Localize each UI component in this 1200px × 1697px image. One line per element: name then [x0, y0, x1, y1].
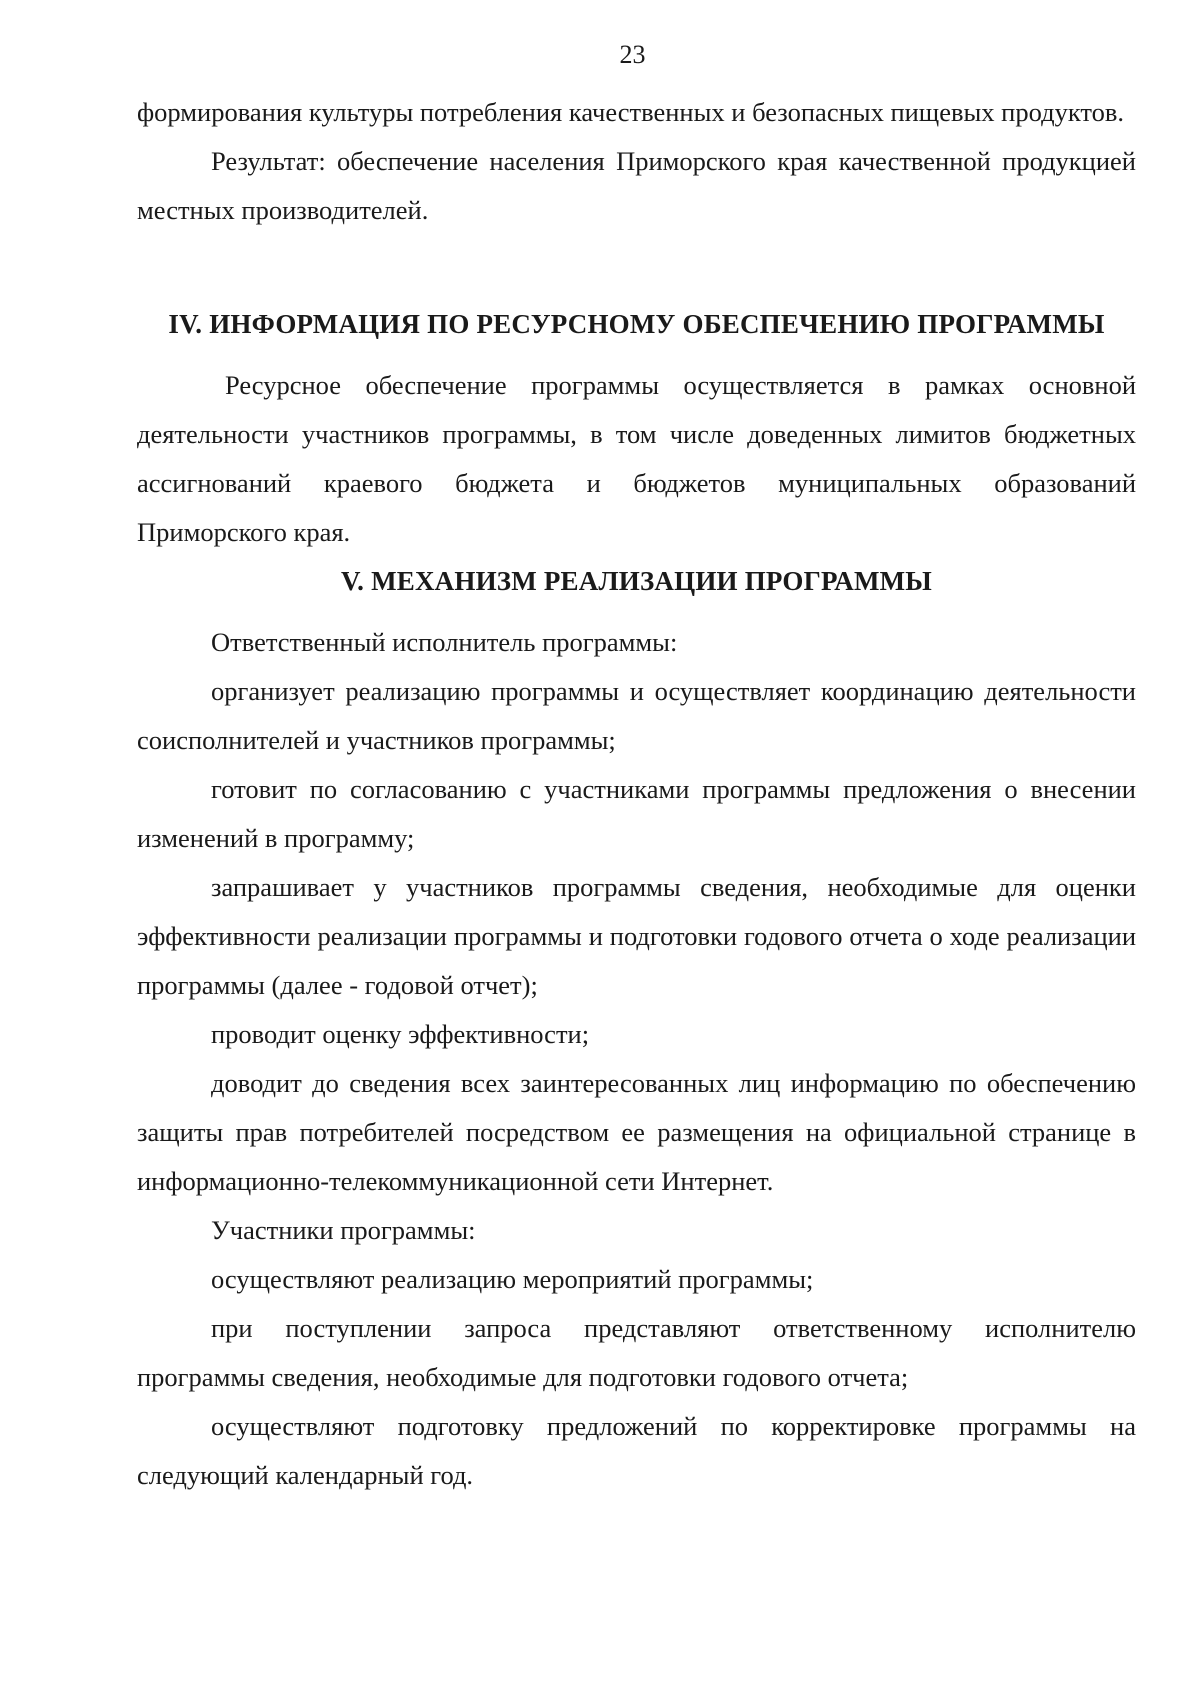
section-5-paragraph-9: при поступлении запроса представляют ответственному исполнителю программы сведения, необходимые для подготовки годового отчета;	[137, 1313, 1136, 1392]
section-5-paragraph-10: осуществляют подготовку предложений по корректировке программы на следующий календарный год.	[137, 1411, 1136, 1490]
section-5-paragraph-3: готовит по согласованию с участниками программы предложения о внесении изменений в программу;	[137, 774, 1136, 853]
section-5-paragraph-1: Ответственный исполнитель программы:	[211, 627, 678, 657]
page-number: 23	[619, 40, 646, 69]
section-5-heading: V. МЕХАНИЗМ РЕАЛИЗАЦИИ ПРОГРАММЫ	[340, 566, 933, 596]
section-5-paragraph-8: осуществляют реализацию мероприятий программы;	[211, 1264, 814, 1294]
section-5-paragraph-6: доводит до сведения всех заинтересованных лиц информацию по обеспечению защиты прав потребителей посредством ее размещения на официальной странице в информационно-телекоммуникационной сети Интернет.	[137, 1068, 1136, 1196]
intro-paragraph-1: формирования культуры потребления качественных и безопасных пищевых продуктов.	[137, 97, 1124, 127]
section-5	[137, 557, 1136, 1500]
section-5-paragraph-4: запрашивает у участников программы сведения, необходимые для оценки эффективности реализации программы и подготовки годового отчета о ходе реализации программы (далее - годовой отчет);	[137, 872, 1136, 1000]
section-5-paragraph-2: организует реализацию программы и осуществляет координацию деятельности соисполнителей и участников программы;	[137, 676, 1136, 755]
section-5-paragraph-7: Участники программы:	[211, 1215, 476, 1245]
section-4-heading: IV. ИНФОРМАЦИЯ ПО РЕСУРСНОМУ ОБЕСПЕЧЕНИЮ ПРОГРАММЫ	[168, 309, 1105, 339]
section-5-paragraph-5: проводит оценку эффективности;	[211, 1019, 590, 1049]
result-paragraph: Результат: обеспечение населения Приморского края качественной продукцией местных производителей.	[137, 146, 1136, 225]
section-4	[137, 300, 1136, 557]
section-4-paragraph: Ресурсное обеспечение программы осуществляется в рамках основной деятельности участников программы, в том числе доведенных лимитов бюджетных ассигнований краевого бюджета и бюджетов муниципальных образований Приморского края.	[137, 370, 1136, 547]
intro-block	[137, 88, 1136, 235]
